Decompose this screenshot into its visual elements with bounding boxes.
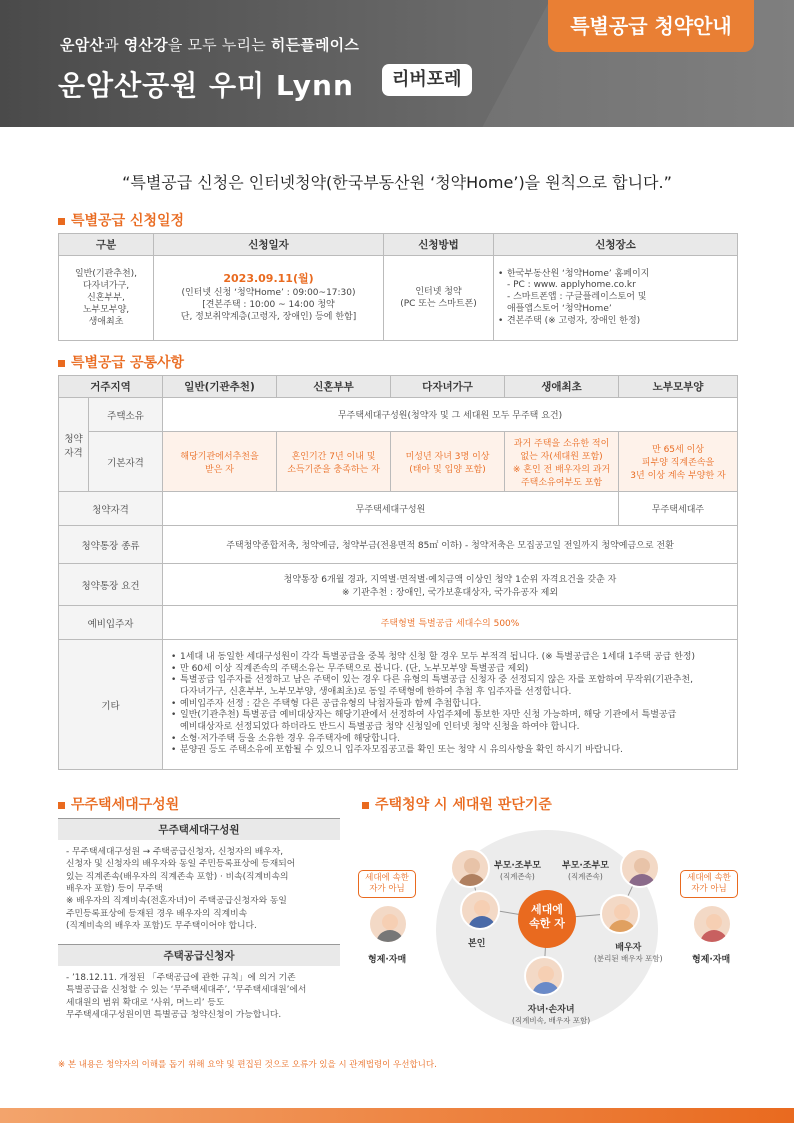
parents-label — [494, 858, 541, 882]
basic-label: 기본자격 — [89, 432, 163, 492]
basic-elderly: 만 65세 이상 피부양 직계존속을 3년 이상 계속 부양한 자 — [619, 432, 738, 492]
face-shape — [464, 858, 480, 874]
grandparent-icon — [620, 848, 660, 888]
common-header: 다자녀가구 — [391, 376, 505, 398]
header-tab: 특별공급 청약안내 — [548, 0, 754, 52]
face-shape — [614, 904, 630, 920]
spouse-parents-text: 부모·조부모 — [562, 861, 609, 871]
basic-general: 해당기관에서추천을 받은 자 — [163, 432, 277, 492]
face-shape — [382, 914, 398, 930]
household-diagram — [358, 818, 738, 1036]
schedule-header: 신청방법 — [384, 234, 494, 256]
section-title-common: 특별공급 공통사항 — [58, 352, 184, 372]
face-shape — [706, 914, 722, 930]
schedule-header: 신청일자 — [154, 234, 384, 256]
body-shape — [532, 982, 560, 996]
reserve-value: 주택형별 특별공급 세대수의 500% — [163, 606, 738, 640]
sibling-label-right: 형제·자매 — [692, 955, 731, 965]
principle-quote: “특별공급 신청은 인터넷청약(한국부동산원 ‘청약Home’)을 원칙으로 합니다.” — [122, 173, 672, 192]
body-shape — [376, 930, 404, 944]
body-shape — [628, 874, 656, 888]
account-type-label: 청약통장 종류 — [59, 526, 163, 564]
account-req-value: 청약통장 6개월 경과, 지역별·면적별·예치금액 이상인 청약 1순위 자격요건을 갖춘 자 ※ 기관추천 : 장애인, 국가보훈대상자, 국가유공자 제외 — [163, 564, 738, 606]
place-item: • 견본주택 (※ 고령자, 장애인 한정) — [498, 316, 733, 328]
reserve-label: 예비입주자 — [59, 606, 163, 640]
cheongyak-label: 청약 자격 — [59, 398, 89, 492]
schedule-date: 2023.09.11(월) — [223, 272, 314, 286]
sub-text-2: 을 모두 누리는 — [167, 36, 271, 54]
not-member-badge-right: 세대에 속한 자가 아님 — [680, 870, 738, 898]
house-value: 무주택세대구성원(청약자 및 그 세대원 모두 무주택 요건) — [163, 398, 738, 432]
title-badge: 리버포레 — [382, 64, 472, 96]
etc-cell — [163, 640, 738, 770]
place-item: • 한국부동산원 ‘청약Home’ 홈페이지 - PC : www. applyhome.co.kr - 스마트폰앱 : 구글플레이스토어 및 애플앱스토어 ‘청약Home’ — [498, 269, 733, 316]
schedule-header: 구분 — [59, 234, 154, 256]
etc-label: 기타 — [59, 640, 163, 770]
schedule-table — [58, 233, 738, 341]
etc-item: • 만 60세 이상 직계존속의 주택소유는 무주택으로 봅니다. (단, 노부모부양 특별공급 제외) — [171, 664, 729, 676]
section-title-household: 주택청약 시 세대원 판단기준 — [362, 794, 552, 814]
bottom-bar — [0, 1108, 794, 1123]
schedule-date-sub: (인터넷 신청 ‘청약Home’ : 09:00~17:30) [견본주택 : 10:00 ~ 14:00 청약 단, 정보취약계층(고령자, 장애인) 등에 한함] — [180, 288, 357, 323]
schedule-method: 인터넷 청약 (PC 또는 스마트폰) — [384, 256, 494, 341]
etc-item: • 소형·저가주택 등을 소유한 경우 유주택자에 해당합니다. — [171, 734, 729, 746]
etc-item: • 분양권 등도 주택소유에 포함될 수 있으니 입주자모집공고를 확인 또는 청약 시 유의사항을 확인 하시기 바랍니다. — [171, 745, 729, 757]
sibling-icon — [692, 904, 732, 944]
etc-item: • 1세대 내 동일한 세대구성원이 각각 특별공급을 중복 청약 신청 할 경우 모두 부적격 됩니다. (※ 특별공급은 1세대 1주택 공급 한정) — [171, 652, 729, 664]
parents-sub: (직계존속) — [500, 872, 535, 881]
account-req-label: 청약통장 요건 — [59, 564, 163, 606]
grandparent-icon — [450, 848, 490, 888]
homeless-box-head: 무주택세대구성원 — [58, 818, 340, 840]
sub-highlight-1: 운암산 — [60, 36, 105, 54]
face-shape — [634, 858, 650, 874]
applicant-box-body: - ’18.12.11. 개정된 「주택공급에 관한 규칙」에 의거 기존 특별공급을 신청할 수 있는 ‘무주택세대주’, ‘무주택세대원’에서 세대원의 범위 확대로 ‘사위, 며느리’ 등도 무주택세대구성원이면 특별공급 청약신청이 가능합니다. — [66, 973, 307, 1020]
common-header: 신혼부부 — [277, 376, 391, 398]
page-title: 운암산공원 우미 Lynn — [58, 69, 354, 102]
spouse-icon — [600, 894, 640, 934]
body-shape — [458, 874, 486, 888]
common-header: 노부모부양 — [619, 376, 738, 398]
section-title-schedule: 특별공급 신청일정 — [58, 210, 184, 230]
spouse-label — [594, 940, 663, 964]
common-header: 생애최초 — [505, 376, 619, 398]
common-table — [58, 375, 738, 770]
spouse-parents-label — [562, 858, 609, 882]
etc-item: • 예비입주자 선정 : 같은 주택형 다른 공급유형의 낙첨자들과 함께 추첨합니다. — [171, 699, 729, 711]
basic-newlywed: 혼인기간 7년 이내 및 소득기준을 충족하는 자 — [277, 432, 391, 492]
common-header: 일반(기관추천) — [163, 376, 277, 398]
spouse-parents-sub: (직계존속) — [568, 872, 603, 881]
face-shape — [538, 966, 554, 982]
spouse-text: 배우자 — [615, 943, 642, 953]
children-text: 자녀·손자녀 — [527, 1005, 575, 1015]
sibling-icon — [368, 904, 408, 944]
schedule-place-cell — [494, 256, 738, 341]
qualification-value-elderly: 무주택세대주 — [619, 492, 738, 526]
not-member-badge-left: 세대에 속한 자가 아님 — [358, 870, 416, 898]
homeless-box-body: - 무주택세대구성원 → 주택공급신청자, 신청자의 배우자, 신청자 및 신청자의 배우자와 동일 주민등록표상에 등재되어 있는 직계존속(배우자의 직계존속 포함) · 비속(직계비속의 배우자 포함) 등이 무주택 ※ 배우자의 직계비속(전혼자녀)이 주택공급신청자와 동일 주민등록표상에 등재된 경우 배우자의 직계비속 (직계비속의 배우자 포함)도 무주택이어야 합니다. — [66, 847, 296, 931]
sibling-label-left: 형제·자매 — [368, 955, 407, 965]
self-label: 본인 — [468, 939, 486, 949]
qualification-value: 무주택세대구성원 — [163, 492, 619, 526]
sub-text-1: 과 — [104, 36, 124, 54]
body-shape — [468, 916, 496, 930]
schedule-types: 일반(기관추천), 다자녀가구, 신혼부부, 노부모부양, 생애최초 — [59, 256, 154, 341]
member-center-circle: 세대에 속한 자 — [518, 890, 576, 948]
etc-item: • 특별공급 입주자를 선정하고 남은 주택이 있는 경우 다른 유형의 특별공급 신청자 중 선정되지 않은 자를 포함하여 무작위(기관추천, 다자녀가구, 신혼부부, 노부모부양, 생애최초)로 동일 주택형에 한하여 추첨 후 입주자를 선정합니다. — [171, 675, 729, 698]
footnote: ※ 본 내용은 청약자의 이해를 돕기 위해 요약 및 편집된 것으로 오류가 있을 시 관계법령이 우선합니다. — [58, 1060, 437, 1070]
children-sub: (직계비속, 배우자 포함) — [512, 1016, 591, 1025]
applicant-box — [58, 944, 340, 1027]
children-label — [512, 1002, 590, 1026]
header-subtitle — [60, 34, 359, 55]
spouse-sub: (분리된 배우자 포함) — [594, 954, 663, 963]
schedule-date-cell — [154, 256, 384, 341]
body-shape — [700, 930, 728, 944]
sub-highlight-3: 히든플레이스 — [270, 36, 360, 54]
body-shape — [608, 920, 636, 934]
common-header: 거주지역 — [59, 376, 163, 398]
parents-label-text: 부모·조부모 — [494, 861, 541, 871]
basic-multichild: 미성년 자녀 3명 이상 (태아 및 입양 포함) — [391, 432, 505, 492]
child-icon — [524, 956, 564, 996]
account-type-value: 주택청약종합저축, 청약예금, 청약부금(전용면적 85㎡ 이하) - 청약저축은 모집공고일 전일까지 청약예금으로 전환 — [163, 526, 738, 564]
homeless-box — [58, 818, 340, 938]
sub-highlight-2: 영산강 — [123, 36, 168, 54]
qualification-label: 청약자격 — [59, 492, 163, 526]
basic-firsttime: 과거 주택을 소유한 적이 없는 자(세대원 포함) ※ 혼인 전 배우자의 과거 주택소유여부도 포함 — [505, 432, 619, 492]
schedule-header: 신청장소 — [494, 234, 738, 256]
applicant-box-head: 주택공급신청자 — [58, 944, 340, 966]
section-title-homeless: 무주택세대구성원 — [58, 794, 179, 814]
face-shape — [474, 900, 490, 916]
etc-item: • 일반(기관추천) 특별공급 예비대상자는 해당기관에서 선정하여 사업주체에 통보한 자만 신청 가능하며, 해당 기관에서 특별공급 예비대상자로 선정되었다 하더라도 반드시 특별공급 청약 신청일에 인터넷 청약 신청을 하여야 합니다. — [171, 710, 729, 733]
house-label: 주택소유 — [89, 398, 163, 432]
self-icon — [460, 890, 500, 930]
